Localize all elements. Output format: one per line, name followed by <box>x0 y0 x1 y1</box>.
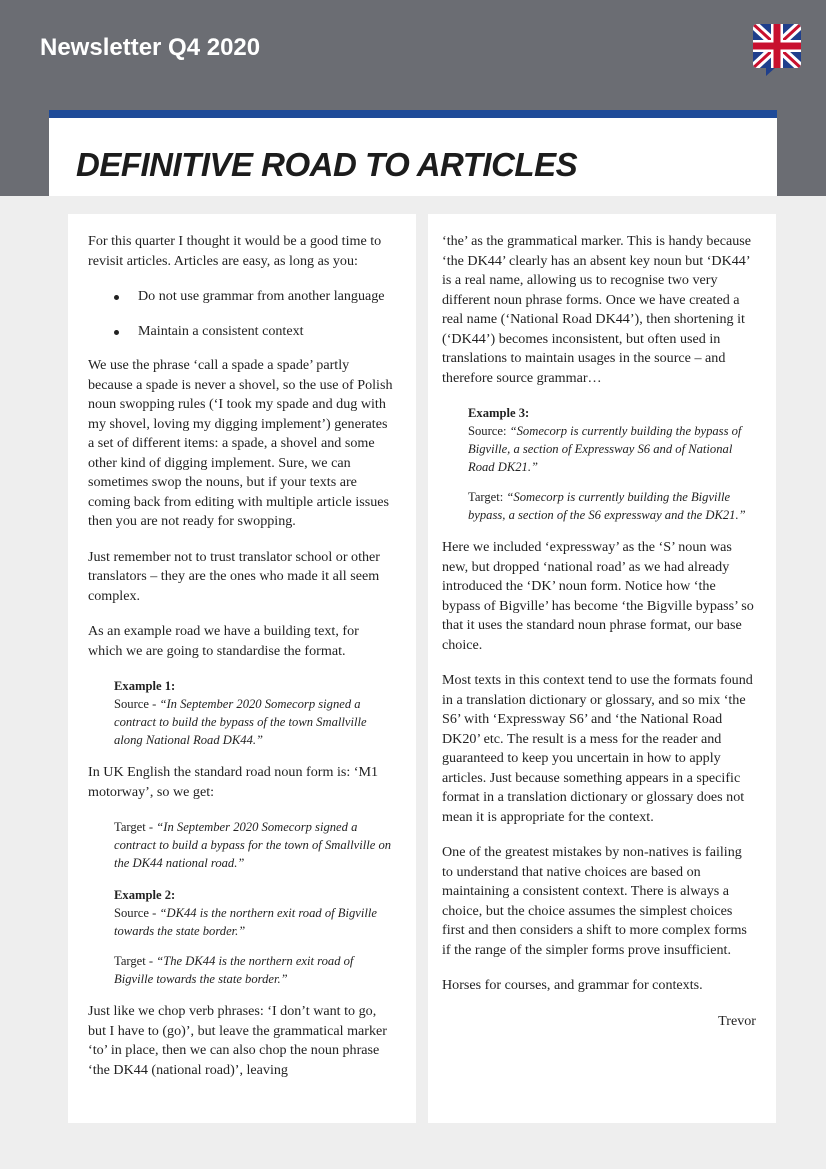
source-label: Source: <box>468 424 510 438</box>
paragraph: We use the phrase ‘call a spade a spade’ partly because a spade is never a shovel, so the use of Polish noun swopping rules (‘I took my spade and dug with my shovel, loving my digging implement’) generates a set of different items: a spade, a shovel and some other kind of digging implement. Sure, we can sometimes swop the nouns, but if your texts are coming back from editing with multiple article issues then you are not ready for swopping. <box>88 357 393 529</box>
target-quote: “Somecorp is currently building the Bigville bypass, a section of the S6 expressway and the DK21.” <box>468 490 746 522</box>
target-quote: “The DK44 is the northern exit road of Bigville towards the state border.” <box>114 954 354 986</box>
example-target <box>114 818 394 872</box>
example-1-target <box>114 818 394 872</box>
example-source <box>114 904 394 940</box>
paragraph: Just remember not to trust translator school or other translators – they are the ones who made it all seem complex. <box>88 548 380 604</box>
source-label: Source - <box>114 906 160 920</box>
source-quote: “DK44 is the northern exit road of Bigville towards the state border.” <box>114 906 377 938</box>
paragraph: Most texts in this context tend to use the formats found in a translation dictionary or glossary, and so mix ‘the S6’ with ‘Expressway S6’ and ‘the National Road DK20’ etc. The result is a mess for the reader and guaranteed to keep you uncertain in how to apply articles. Just because something appears in a specific format in a translation dictionary or glossary does not mean it is appropriate for the context. <box>442 672 753 825</box>
right-column <box>428 214 776 1123</box>
example-title: Example 2: <box>114 888 176 902</box>
paragraph: One of the greatest mistakes by non-natives is failing to understand that native choices are based on maintaining a consistent context. There is always a choice, but the choice assumes the simplest choices first and then considers a shift to more complex forms if the range of the simpler forms prove insufficient. <box>442 844 747 958</box>
source-quote: “Somecorp is currently building the bypass of Bigville, a section of Expressway S6 and of National Road DK21.” <box>468 424 742 474</box>
paragraph: Horses for courses, and grammar for contexts. <box>442 977 703 993</box>
list-item <box>138 322 394 342</box>
left-column <box>68 214 416 1123</box>
example-3 <box>468 404 756 524</box>
target-quote: “In September 2020 Somecorp signed a contract to build a bypass for the town of Smallville on the DK44 national road.” <box>114 820 392 870</box>
rules-list <box>88 287 394 341</box>
target-label: Target - <box>114 954 157 968</box>
uk-flag-icon <box>752 23 802 77</box>
source-quote: “In September 2020 Somecorp signed a contract to build the bypass of the town Smallville along National Road DK44.” <box>114 697 367 747</box>
paragraph: In UK English the standard road noun form is: ‘M1 motorway’, so we get: <box>88 764 379 800</box>
bullet-icon <box>114 330 119 335</box>
list-item-text: Maintain a consistent context <box>138 322 304 339</box>
paragraph: Just like we chop verb phrases: ‘I don’t want to go, but I have to (go)’, but leave the grammatical marker ‘to’ in place, then we can also chop the noun phrase ‘the DK44 (national road)’, leaving <box>88 1003 387 1078</box>
example-1 <box>114 677 394 749</box>
source-label: Source - <box>114 697 160 711</box>
example-source <box>468 422 756 476</box>
example-title: Example 1: <box>114 679 176 693</box>
newsletter-title: Newsletter Q4 2020 <box>40 34 261 61</box>
example-target <box>468 488 756 524</box>
paragraph: As an example road we have a building text, for which we are going to standardise the format. <box>88 623 359 659</box>
signature: Trevor <box>718 1012 756 1029</box>
paragraph: ‘the’ as the grammatical marker. This is handy because ‘the DK44’ clearly has an absent key noun but ‘DK44’ is a real name, allowing us to recognise two very different noun phrase forms. Once we have created a real name (‘National Road DK44’), then shortening it (‘DK44’) becomes inconsistent, but often used in translations to maintain usages in the source – and therefore source grammar… <box>442 233 752 386</box>
list-item-text: Do not use grammar from another language <box>138 288 385 304</box>
target-label: Target: <box>468 490 507 504</box>
article-title: DEFINITIVE ROAD TO ARTICLES <box>76 146 578 183</box>
list-item <box>138 287 394 307</box>
title-card <box>49 110 777 196</box>
example-target <box>114 952 394 988</box>
example-source <box>114 695 394 749</box>
example-title: Example 3: <box>468 406 530 420</box>
bullet-icon <box>114 295 119 300</box>
example-2 <box>114 886 394 988</box>
target-label: Target - <box>114 820 157 834</box>
paragraph: Here we included ‘expressway’ as the ‘S’ noun was new, but dropped ‘national road’ as we had already introduced the ‘DK’ noun form. Notice how ‘the bypass of Bigville’ has become ‘the Bigville bypass’ so that it uses the standard noun phrase format, our base choice. <box>442 539 754 653</box>
intro-paragraph: For this quarter I thought it would be a good time to revisit articles. Articles are easy, as long as you: <box>88 233 382 269</box>
